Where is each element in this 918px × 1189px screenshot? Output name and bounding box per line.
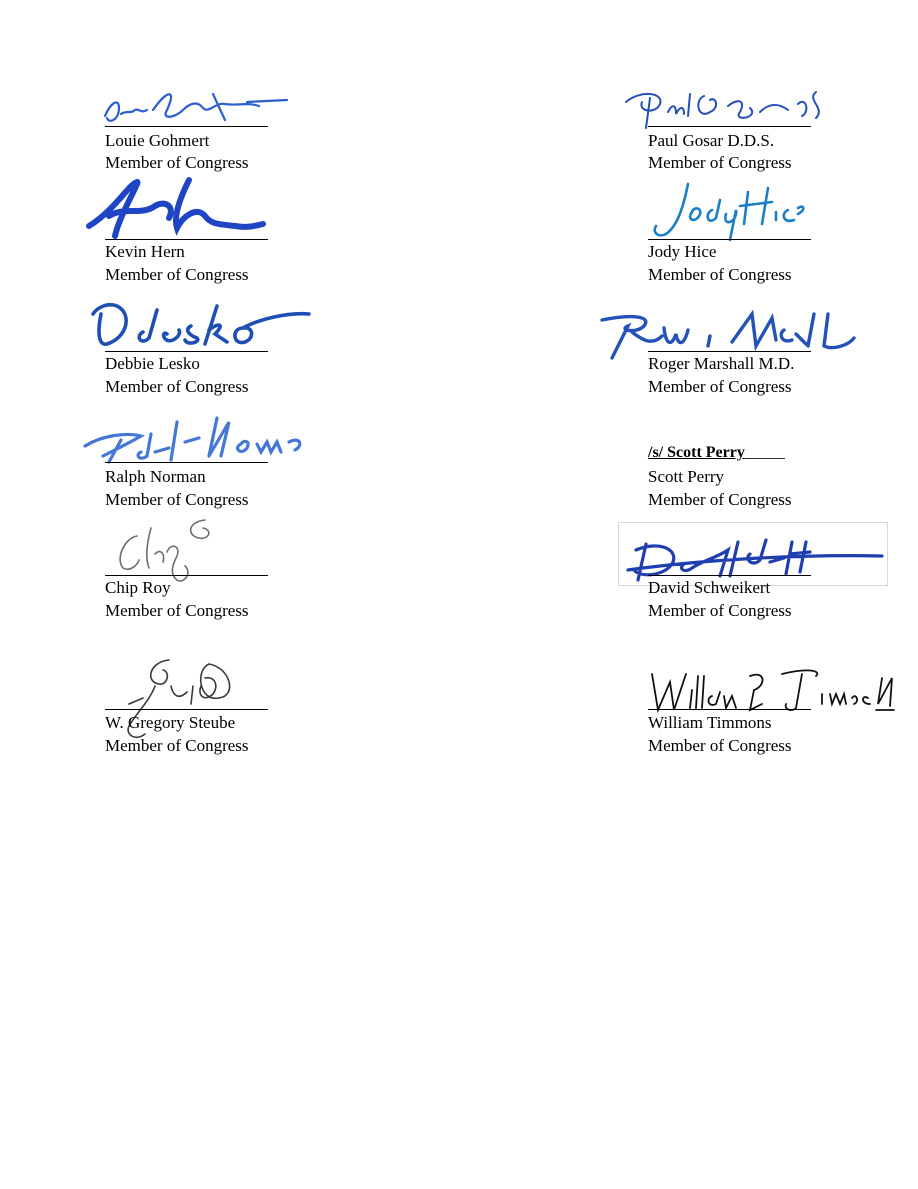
signatory-name: Roger Marshall M.D. xyxy=(648,354,795,373)
signature-line xyxy=(105,126,268,127)
signatory-name: W. Gregory Steube xyxy=(105,713,236,732)
signatory-title: Member of Congress xyxy=(648,265,792,284)
handwritten-signature xyxy=(81,412,311,472)
signatory-title: Member of Congress xyxy=(105,265,249,284)
handwritten-signature xyxy=(85,176,285,241)
signatory-name: David Schweikert xyxy=(648,578,771,597)
signatory-name: Ralph Norman xyxy=(105,467,206,486)
handwritten-signature xyxy=(87,294,327,354)
signature-line xyxy=(648,239,811,240)
signature-line xyxy=(648,126,811,127)
signatory-title: Member of Congress xyxy=(648,490,792,509)
signature-line xyxy=(105,709,268,710)
signatory-name: Chip Roy xyxy=(105,578,171,597)
signatory-title: Member of Congress xyxy=(648,736,792,755)
handwritten-signature xyxy=(620,82,840,132)
signature-line xyxy=(648,351,811,352)
signatory-name: Debbie Lesko xyxy=(105,354,200,373)
handwritten-signature xyxy=(648,174,808,244)
signature-line xyxy=(105,239,268,240)
signatory-title: Member of Congress xyxy=(105,153,249,172)
electronic-signature: /s/ Scott Perry_____ xyxy=(648,444,785,461)
signatory-name: Louie Gohmert xyxy=(105,131,210,150)
signature-line xyxy=(105,575,268,576)
signatory-title: Member of Congress xyxy=(648,153,792,172)
handwritten-signature xyxy=(97,80,297,130)
signatory-title: Member of Congress xyxy=(105,490,249,509)
signatory-name: Paul Gosar D.D.S. xyxy=(648,131,775,150)
signature-line xyxy=(648,709,811,710)
signature-line xyxy=(648,575,811,576)
signatory-title: Member of Congress xyxy=(648,377,792,396)
signatory-name: William Timmons xyxy=(648,713,772,732)
signatory-title: Member of Congress xyxy=(648,601,792,620)
signatory-name: Scott Perry xyxy=(648,467,725,486)
signatory-title: Member of Congress xyxy=(105,601,249,620)
signature-line xyxy=(105,462,268,463)
signatory-name: Kevin Hern xyxy=(105,242,185,261)
signatory-name: Jody Hice xyxy=(648,242,717,261)
handwritten-signature xyxy=(107,508,247,588)
signatory-title: Member of Congress xyxy=(105,736,249,755)
signature-line xyxy=(105,351,268,352)
signatory-title: Member of Congress xyxy=(105,377,249,396)
